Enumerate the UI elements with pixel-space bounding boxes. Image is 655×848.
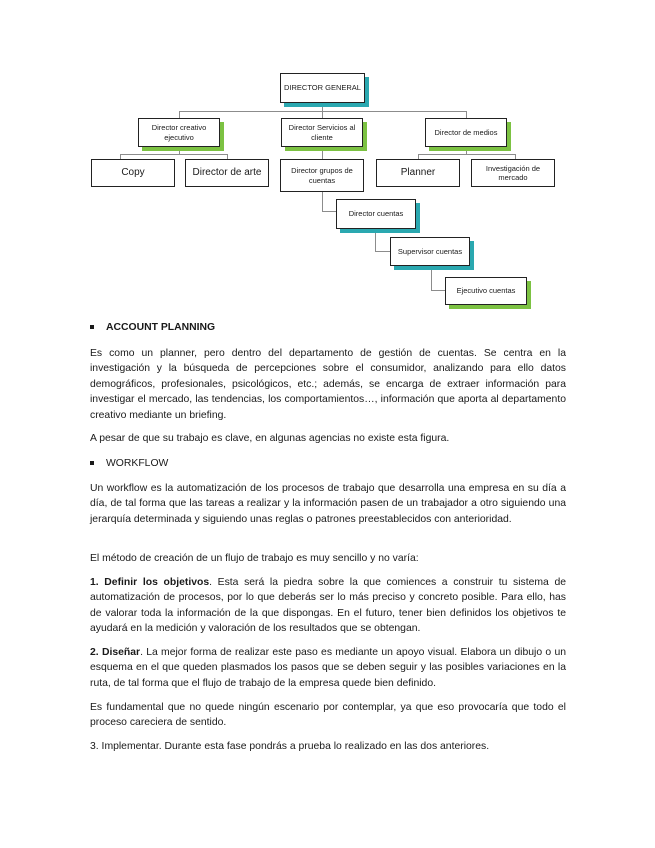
- org-node-ejecutivo-cuentas: Ejecutivo cuentas: [445, 277, 527, 305]
- org-node-director-grupos: Director grupos de cuentas: [280, 159, 364, 192]
- connector-line: [375, 251, 390, 252]
- paragraph: Es como un planner, pero dentro del departamento de gestión de cuentas. Se centra en la investigación y la búsqueda de percepciones sobre el consumidor, analizando para ello datos demográficos, profesionales, psicológicos, etc.; además, se encarga de extraer información para investigar el mercado, las tendencias, los comportamientos…, información que aporta al departamento creativo mediante un briefing.: [90, 348, 566, 421]
- step-2-paragraph: [90, 645, 566, 691]
- step-title: 2. Diseñar: [90, 647, 141, 658]
- paragraph: El método de creación de un flujo de trabajo es muy sencillo y no varía:: [90, 553, 419, 564]
- step-1-paragraph: [90, 575, 566, 637]
- connector-line: [322, 192, 323, 211]
- step-3-paragraph: [90, 739, 566, 754]
- paragraph: Es fundamental que no quede ningún escenario por contemplar, ya que eso provocaría que todo el proceso careciera de sentido.: [90, 702, 566, 729]
- workflow-paragraph-2: [90, 551, 566, 566]
- org-node-director-arte: Director de arte: [185, 159, 269, 187]
- org-node-director-cuentas: Director cuentas: [336, 199, 416, 229]
- workflow-paragraph-1: [90, 481, 566, 527]
- heading-text: WORKFLOW: [106, 458, 169, 469]
- org-node-copy: Copy: [91, 159, 175, 187]
- org-node-investigacion: Investigación de mercado: [471, 159, 555, 187]
- connector-line: [179, 147, 180, 154]
- connector-line: [120, 154, 228, 155]
- step-2-note: [90, 700, 566, 731]
- bullet-icon: [90, 461, 94, 465]
- org-node-supervisor-cuentas: Supervisor cuentas: [390, 237, 470, 266]
- org-node-planner: Planner: [376, 159, 460, 187]
- heading-text: ACCOUNT PLANNING: [106, 322, 216, 333]
- connector-line: [431, 290, 445, 291]
- step-text: . Esta será la piedra sobre la que comiences a construir tu sistema de automatización de procesos, por lo que deberás ser lo más preciso y concreto posible. Para ello, has de valorar toda la información de la que dispongas. En el futuro, tener bien definidos los objetivos te ayudará en la medición y valoración de los resultados que se obtengan.: [90, 577, 567, 635]
- org-node-director-medios: Director de medios: [425, 118, 507, 147]
- connector-line: [418, 154, 516, 155]
- section-heading-account-planning: [90, 322, 215, 333]
- connector-line: [322, 147, 323, 159]
- connector-line: [431, 266, 432, 290]
- section-heading-workflow: [90, 458, 168, 469]
- account-paragraph-1: [90, 346, 566, 423]
- step-title: 1. Definir los objetivos: [90, 577, 210, 588]
- step-text: . La mejor forma de realizar este paso es mediante un apoyo visual. Elabora un dibujo o un esquema en el que queden plasmados los pasos que se deben seguir y las posibles variaciones en la ruta, de tal forma que el flujo de trabajo de la empresa quede bien definido.: [90, 647, 566, 689]
- account-paragraph-2: [90, 431, 566, 446]
- connector-line: [466, 147, 467, 154]
- paragraph: 3. Implementar. Durante esta fase pondrás a prueba lo realizado en las dos anteriores.: [90, 741, 490, 752]
- paragraph: Un workflow es la automatización de los procesos de trabajo que desarrolla una empresa en su día a día, de tal forma que las tareas a realizar y la información pasen de un trabajador a otro siguiendo una jerarquía determinada y siguiendo unas reglas o patrones preestablecidos con anterioridad.: [90, 483, 566, 525]
- org-node-director-servicios: Director Servicios al cliente: [281, 118, 363, 147]
- org-node-director-creativo: Director creativo ejecutivo: [138, 118, 220, 147]
- paragraph: A pesar de que su trabajo es clave, en algunas agencias no existe esta figura.: [90, 433, 450, 444]
- bullet-icon: [90, 325, 94, 329]
- org-node-director-general: DIRECTOR GENERAL: [280, 73, 365, 103]
- connector-line: [322, 211, 336, 212]
- connector-line: [375, 229, 376, 251]
